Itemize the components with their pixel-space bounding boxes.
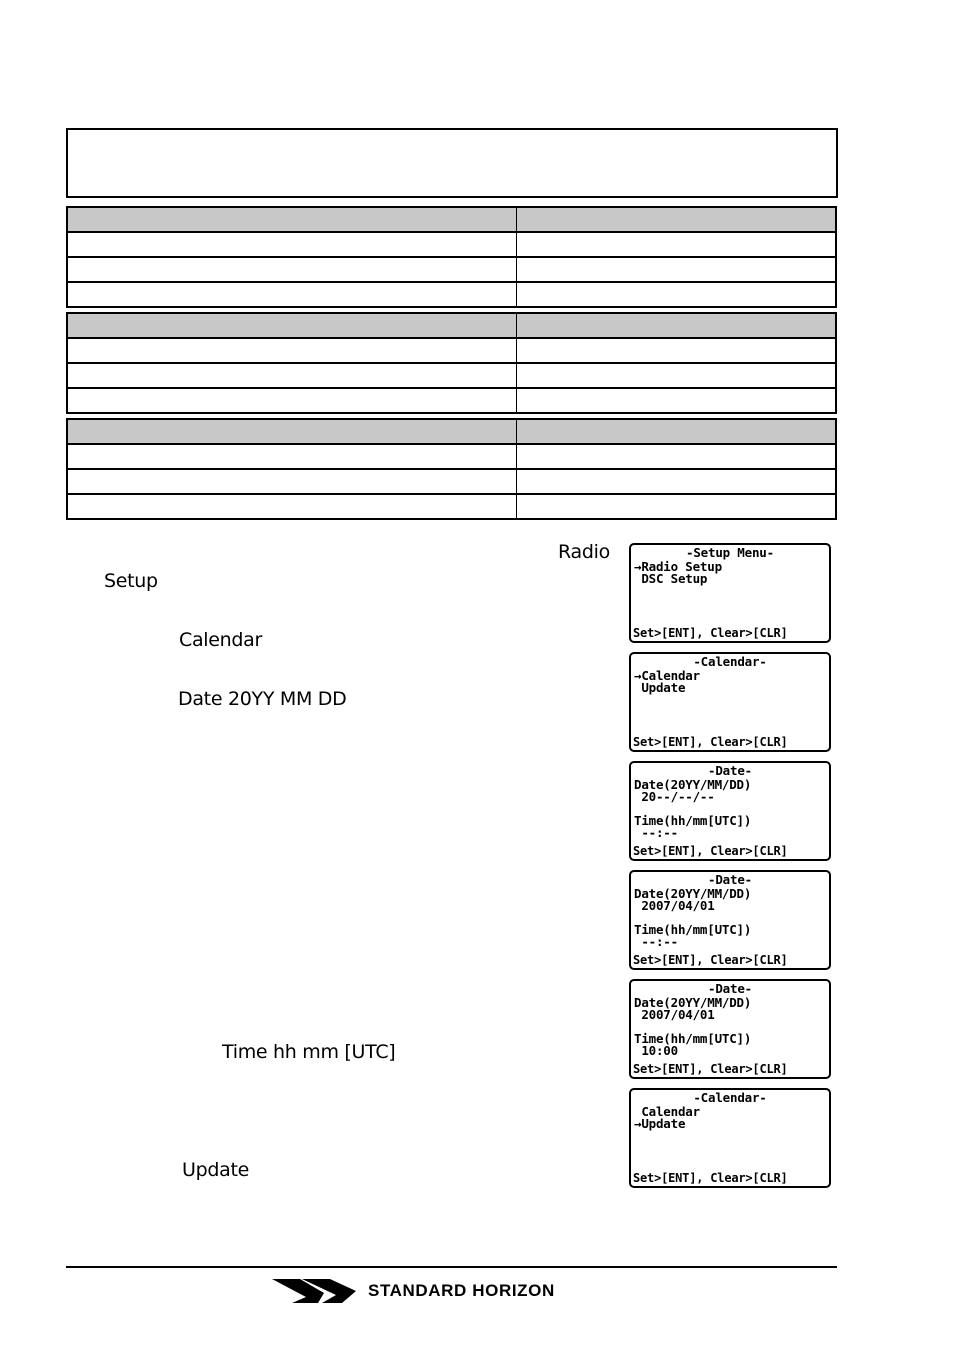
step-setup-label: Setup xyxy=(104,570,158,592)
lcd-line: --:-- xyxy=(634,825,678,840)
lcd-line: 2007/04/01 xyxy=(634,898,715,913)
lcd-line: →Calendar xyxy=(634,668,700,683)
lcd-footer: Set>[ENT], Clear>[CLR] xyxy=(633,1170,788,1185)
table-header-row xyxy=(68,208,835,231)
lcd-line: 2007/04/01 xyxy=(634,1007,715,1022)
table-row xyxy=(68,362,835,387)
lcd-title: -Setup Menu- xyxy=(686,545,774,560)
lcd-footer: Set>[ENT], Clear>[CLR] xyxy=(633,952,788,967)
table-row xyxy=(68,468,835,493)
lcd-line: Date(20YY/MM/DD) xyxy=(634,995,752,1010)
step-calendar-label: Calendar xyxy=(179,629,263,651)
brand-name: STANDARD HORIZON xyxy=(368,1281,555,1300)
lcd-line: Date(20YY/MM/DD) xyxy=(634,777,752,792)
lcd-line: 20--/--/-- xyxy=(634,789,715,804)
table-row xyxy=(68,493,835,518)
lcd-date-entered-screen xyxy=(629,870,831,970)
step-date-format-label: Date 20YY MM DD xyxy=(178,688,347,710)
lcd-line: Time(hh/mm[UTC]) xyxy=(634,813,752,828)
title-box xyxy=(66,128,838,198)
table-row xyxy=(68,231,835,256)
step-time-format-label: Time hh mm [UTC] xyxy=(222,1041,396,1063)
lcd-line: Calendar xyxy=(634,1104,700,1119)
lcd-line: Update xyxy=(634,680,686,695)
table-header-row xyxy=(68,420,835,443)
lcd-line: Time(hh/mm[UTC]) xyxy=(634,922,752,937)
step-radio-label: Radio xyxy=(558,541,610,563)
table-header-row xyxy=(68,314,835,337)
settings-table-3 xyxy=(66,418,837,520)
lcd-line: 10:00 xyxy=(634,1043,678,1058)
lcd-line: Time(hh/mm[UTC]) xyxy=(634,1031,752,1046)
lcd-footer: Set>[ENT], Clear>[CLR] xyxy=(633,1061,788,1076)
table-row xyxy=(68,281,835,306)
lcd-line: →Update xyxy=(634,1116,686,1131)
lcd-footer: Set>[ENT], Clear>[CLR] xyxy=(633,843,788,858)
lcd-title: -Calendar- xyxy=(693,1090,767,1105)
lcd-line: Date(20YY/MM/DD) xyxy=(634,886,752,901)
table-row xyxy=(68,256,835,281)
lcd-calendar-update-screen xyxy=(629,1088,831,1188)
lcd-setup-menu-screen xyxy=(629,543,831,643)
step-update-label: Update xyxy=(182,1159,250,1181)
lcd-title: -Date- xyxy=(708,763,752,778)
table-row xyxy=(68,337,835,362)
lcd-title: -Date- xyxy=(708,981,752,996)
lcd-date-time-entered-screen xyxy=(629,979,831,1079)
lcd-footer: Set>[ENT], Clear>[CLR] xyxy=(633,625,788,640)
settings-table-2 xyxy=(66,312,837,414)
lcd-line: →Radio Setup xyxy=(634,559,722,574)
table-row xyxy=(68,443,835,468)
lcd-title: -Date- xyxy=(708,872,752,887)
lcd-title: -Calendar- xyxy=(693,654,767,669)
lcd-footer: Set>[ENT], Clear>[CLR] xyxy=(633,734,788,749)
lcd-line: --:-- xyxy=(634,934,678,949)
lcd-calendar-screen xyxy=(629,652,831,752)
settings-table-1 xyxy=(66,206,837,308)
footer-rule xyxy=(66,1266,837,1268)
lcd-date-empty-screen xyxy=(629,761,831,861)
table-row xyxy=(68,387,835,412)
lcd-line: DSC Setup xyxy=(634,571,708,586)
